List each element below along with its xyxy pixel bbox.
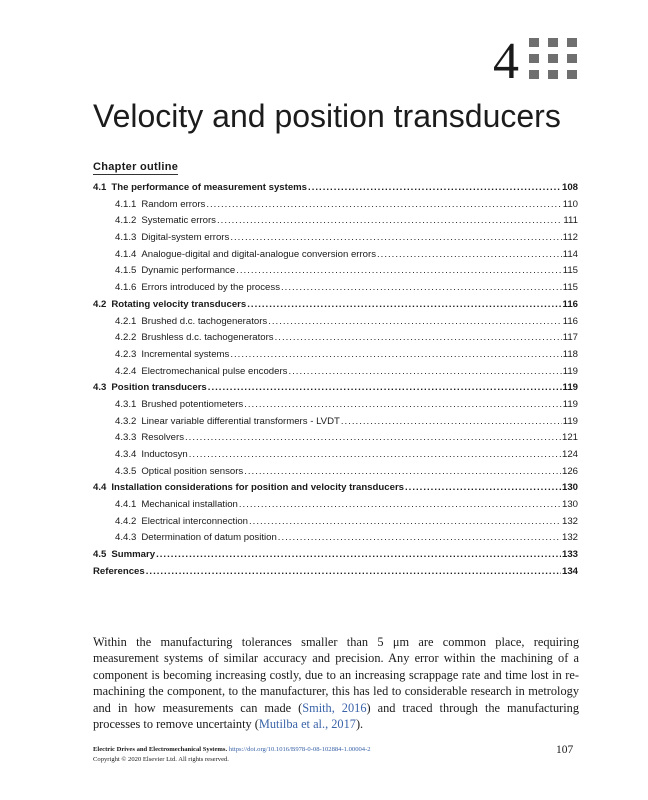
toc-entry-label: Electrical interconnection [141, 515, 248, 527]
toc-entry-number: 4.3.1 [115, 398, 137, 410]
toc-entry-label: Random errors [141, 198, 206, 210]
toc-dot-leader [230, 349, 561, 360]
toc-entry-page: 119 [562, 382, 578, 394]
toc-entry[interactable] [93, 299, 578, 316]
toc-entry[interactable] [93, 449, 578, 466]
toc-entry-label: Rotating velocity transducers [111, 298, 247, 310]
toc-entry-number: 4.3.3 [115, 432, 137, 444]
toc-dot-leader [146, 566, 561, 577]
toc-entry-page: 130 [561, 482, 578, 494]
toc-dot-leader [236, 265, 562, 276]
toc-dot-leader [288, 366, 561, 377]
toc-dot-leader [268, 316, 561, 327]
toc-entry-number: 4.2.2 [115, 332, 137, 344]
page-footer [93, 745, 371, 764]
toc-entry[interactable] [93, 282, 578, 299]
toc-dot-leader [206, 199, 561, 210]
toc-entry-label: Optical position sensors [141, 465, 244, 477]
toc-entry-label: Summary [111, 549, 156, 561]
toc-entry[interactable] [93, 432, 578, 449]
toc-entry-number: 4.1.4 [115, 248, 137, 260]
toc-entry-page: 117 [562, 332, 578, 344]
toc-entry-page: 119 [562, 398, 578, 410]
chapter-title: Velocity and position transducers [93, 98, 561, 134]
page-number: 107 [556, 744, 574, 756]
doi-link[interactable]: https://doi.org/10.1016/B978-0-08-102884-1.00004-2 [228, 746, 371, 753]
toc-entry[interactable] [93, 366, 578, 383]
toc-dot-leader [244, 399, 562, 410]
toc-entry-page: 121 [561, 432, 578, 444]
toc-entry[interactable] [93, 466, 578, 483]
toc-entry-page: 115 [562, 265, 578, 277]
toc-entry-label: Installation considerations for position and velocity transducers [111, 482, 405, 494]
toc-entry-page: 133 [561, 549, 578, 561]
toc-dot-leader [308, 182, 561, 193]
toc-entry[interactable] [93, 232, 578, 249]
toc-entry-label: Brushed d.c. tachogenerators [141, 315, 268, 327]
toc-dot-leader [249, 516, 561, 527]
body-text-part: Within the manufacturing tolerances smaller than 5 μm are common place, requiring measurement systems of similar accuracy and precision. Any error within the machining of a component is becoming increasing costly, due to an increasing scrappage rate and time lost in re-machining the component, to the manufacturer, this has led to considerable research in metrology and in how measurements can made ( [93, 635, 579, 715]
toc-entry-number: 4.4.3 [115, 532, 137, 544]
toc-dot-leader [239, 499, 561, 510]
toc-entry-label: Determination of datum position [141, 532, 277, 544]
toc-entry[interactable] [93, 482, 578, 499]
body-text-part: ). [355, 717, 364, 732]
toc-entry[interactable] [93, 399, 578, 416]
toc-entry-label: Linear variable differential transformers - LVDT [141, 415, 340, 427]
toc-entry-label: Position transducers [111, 382, 207, 394]
toc-entry-number: 4.2.1 [115, 315, 137, 327]
toc-dot-leader [247, 299, 561, 310]
toc-entry-label: Brushless d.c. tachogenerators [141, 332, 274, 344]
toc-dot-leader [377, 249, 562, 260]
toc-dot-leader [341, 416, 562, 427]
toc-dot-leader [156, 549, 561, 560]
toc-entry-page: 110 [562, 198, 578, 210]
toc-entry[interactable] [93, 532, 578, 549]
toc-entry[interactable] [93, 265, 578, 282]
toc-entry-number: 4.5 [93, 549, 107, 561]
toc-entry-label: Analogue-digital and digital-analogue conversion errors [141, 248, 377, 260]
book-title: Electric Drives and Electromechanical Systems. [93, 746, 228, 753]
toc-entry-page: 119 [562, 365, 578, 377]
toc-entry-page: 132 [561, 515, 578, 527]
toc-entry-number: 4.4.2 [115, 515, 137, 527]
chapter-grid-icon [529, 38, 577, 80]
toc-entry-page: 126 [561, 465, 578, 477]
toc-entry[interactable] [93, 499, 578, 516]
toc-dot-leader [185, 432, 561, 443]
toc-entry-page: 119 [562, 415, 578, 427]
toc-dot-leader [244, 466, 561, 477]
toc-entry-label: Errors introduced by the process [141, 282, 280, 294]
toc-entry-label: Mechanical installation [141, 499, 238, 511]
toc-dot-leader [405, 482, 561, 493]
citation-link[interactable]: Smith, 2016 [302, 700, 367, 715]
toc-entry-number: 4.4 [93, 482, 107, 494]
toc-dot-leader [278, 532, 561, 543]
toc-entry[interactable] [93, 382, 578, 399]
toc-entry[interactable] [93, 199, 578, 216]
toc-entry[interactable] [93, 349, 578, 366]
toc-entry-label: The performance of measurement systems [111, 182, 308, 193]
toc-entry-page: 132 [561, 532, 578, 544]
toc-entry-number: 4.2.4 [115, 365, 137, 377]
table-of-contents [93, 182, 578, 583]
toc-entry-label: Digital-system errors [141, 232, 230, 244]
toc-entry-label: Dynamic performance [141, 265, 236, 277]
toc-entry-label: Resolvers [141, 432, 184, 444]
toc-entry-page: 118 [562, 348, 578, 360]
toc-entry-number: 4.1.6 [115, 282, 137, 294]
toc-entry-page: 116 [562, 315, 578, 327]
toc-entry-number: 4.3.5 [115, 465, 137, 477]
toc-dot-leader [230, 232, 561, 243]
toc-entry[interactable] [93, 182, 578, 199]
toc-entry-number: 4.1.2 [115, 215, 137, 227]
toc-entry-page: 108 [561, 182, 578, 193]
toc-entry-label: Brushed potentiometers [141, 398, 244, 410]
toc-dot-leader [208, 382, 562, 393]
toc-entry-number: 4.1.5 [115, 265, 137, 277]
toc-entry-label: Inductosyn [141, 449, 188, 460]
toc-entry[interactable] [93, 332, 578, 349]
toc-entry-page: 116 [562, 298, 578, 310]
toc-entry[interactable] [93, 549, 578, 566]
toc-dot-leader [217, 215, 562, 226]
toc-entry-number: 4.2 [93, 298, 107, 310]
toc-entry-page: 114 [562, 248, 578, 260]
toc-entry[interactable] [93, 516, 578, 533]
toc-entry-label: Systematic errors [141, 215, 216, 227]
toc-dot-leader [189, 449, 561, 460]
toc-dot-leader [275, 332, 562, 343]
citation-link[interactable]: Mutilba et al., 2017 [258, 717, 356, 732]
toc-entry-page: 134 [561, 565, 578, 577]
toc-dot-leader [281, 282, 562, 293]
copyright-notice: Copyright © 2020 Elsevier Ltd. All rights reserved. [93, 755, 229, 763]
toc-entry-number: 4.2.3 [115, 348, 137, 360]
toc-entry[interactable] [93, 566, 578, 583]
toc-entry-number: 4.1 [93, 182, 107, 193]
toc-entry-number: 4.4.1 [115, 499, 137, 511]
chapter-number: 4 [493, 33, 518, 90]
toc-entry-label: Electromechanical pulse encoders [141, 365, 288, 377]
toc-entry[interactable] [93, 416, 578, 433]
toc-entry-label: Incremental systems [141, 348, 230, 360]
chapter-outline-heading: Chapter outline [93, 161, 179, 173]
toc-entry-page: 111 [563, 215, 578, 227]
toc-entry-number: 4.1.3 [115, 232, 137, 244]
toc-entry-number: 4.3.2 [115, 415, 137, 427]
toc-entry-page: 115 [562, 282, 578, 294]
toc-entry-page: 112 [562, 232, 578, 244]
toc-entry-number: 4.1.1 [115, 198, 137, 210]
toc-entry-page: 124 [561, 449, 578, 460]
toc-entry-number: 4.3 [93, 382, 107, 394]
toc-entry[interactable] [93, 249, 578, 266]
body-text-part: ) and traced through the manufacturing processes to remove uncertainty ( [93, 700, 580, 732]
body-paragraph [93, 634, 579, 732]
toc-entry[interactable] [93, 316, 578, 333]
toc-entry[interactable] [93, 215, 578, 232]
toc-entry-page: 130 [561, 499, 578, 511]
toc-entry-label: References [93, 565, 145, 577]
toc-entry-number: 4.3.4 [115, 449, 137, 460]
